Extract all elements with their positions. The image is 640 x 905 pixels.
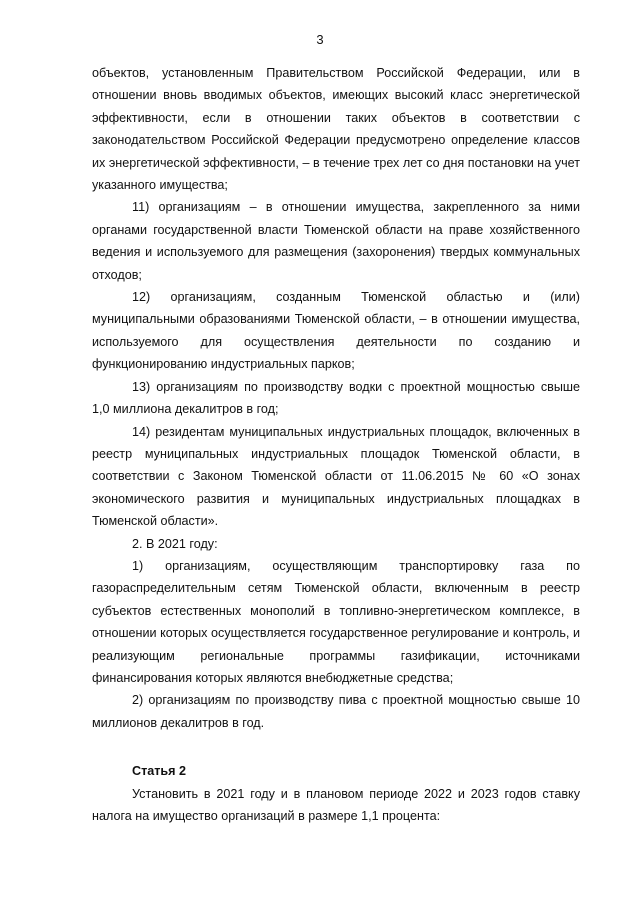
paragraph-item-13: 13) организациям по производству водки с проектной мощностью свыше 1,0 миллиона декалитров в год;: [92, 379, 580, 417]
section-spacer: [92, 734, 580, 760]
document-body: [92, 62, 580, 827]
paragraph-2021-item-1: 1) организациям, осуществляющим транспортировку газа по газораспределительным сетям Тюменской области, включенным в реестр субъектов естественных монополий в топливно-энергетическом комплексе, в отношении которых осуществляется государственное регулирование и контроль, и реализующим региональные программы газификации, источниками финансирования которых являются внебюджетные средства;: [92, 558, 580, 685]
page-number: 3: [316, 32, 324, 47]
paragraph-2021-item-2: 2) организациям по производству пива с проектной мощностью свыше 10 миллионов декалитров в год.: [92, 693, 580, 730]
article-title: Статья 2: [132, 764, 187, 779]
paragraph-item-11: 11) организациям – в отношении имущества, закрепленного за ними органами государственной власти Тюменской области на праве хозяйственного ведения и используемого для размещения (захоронения) твердых коммунальных отходов;: [92, 200, 580, 282]
paragraph-continuation: объектов, установленным Правительством Российской Федерации, или в отношении вновь вводимых объектов, имеющих высокий класс энергетической эффективности, если в отношении таких объектов в соответствии с законодательством Российской Федерации предусмотрено определение классов их энергетической эффективности, – в течение трех лет со дня постановки на учет указанного имущества;: [92, 66, 580, 193]
paragraph-item-14: 14) резидентам муниципальных индустриальных площадок, включенных в реестр муниципальных индустриальных площадок Тюменской области, в соответствии с Законом Тюменской области от 11.06.2015 № 60 «О зонах экономического развития и муниципальных индустриальных площадках в Тюменской области».: [92, 424, 580, 529]
article-text: Установить в 2021 году и в плановом периоде 2022 и 2023 годов ставку налога на имущество организаций в размере 1,1 процента:: [92, 786, 580, 823]
paragraph-section-2: 2. В 2021 году:: [132, 536, 218, 551]
paragraph-item-12: 12) организациям, созданным Тюменской областью и (или) муниципальными образованиями Тюменской области, – в отношении имущества, используемого для осуществления деятельности по созданию и функционированию индустриальных парков;: [92, 290, 580, 372]
